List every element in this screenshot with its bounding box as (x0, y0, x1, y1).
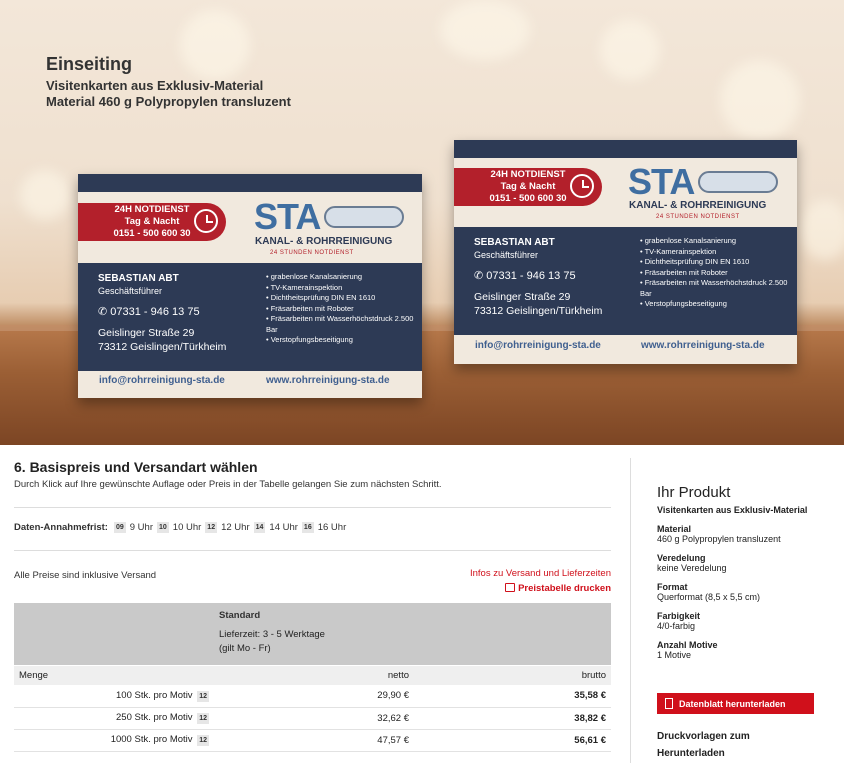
net-price[interactable]: 32,62 € (214, 707, 414, 729)
col-qty: Menge (14, 665, 214, 685)
printer-icon (505, 583, 515, 592)
deadline-chip: 12 (199, 692, 207, 700)
service-item: • TV-Kamerainspektion (640, 247, 790, 258)
divider (14, 507, 611, 508)
spec-key: Format (657, 582, 688, 592)
contact-role: Geschäftsführer (474, 250, 539, 260)
company-tagline: 24 STUNDEN NOTDIENST (656, 214, 740, 220)
badge-line-3: 0151 - 500 600 30 (113, 228, 191, 239)
hero-heading (46, 54, 291, 109)
datasheet-label: Datenblatt herunterladen (679, 698, 786, 709)
company-logo: STA (628, 161, 695, 202)
contact-address (98, 326, 226, 354)
deadline-chip: 14 (255, 524, 264, 531)
card-website: www.rohrreinigung-sta.de (641, 340, 765, 351)
company-logo: STA (254, 196, 321, 237)
deadline-chip: 12 (207, 524, 216, 531)
hero-title: Einseiting (46, 54, 133, 74)
product-name: Visitenkarten aus Exklusiv-Material (657, 505, 808, 515)
deadline-time: 12 Uhr (221, 522, 250, 533)
print-price-table-link[interactable] (505, 583, 611, 594)
card-top-bar (454, 140, 797, 158)
company-name: KANAL- & ROHRREINIGUNG (255, 236, 393, 247)
qty-text: 100 Stk. pro Motiv (116, 689, 193, 701)
address-street: Geislinger Straße 29 (474, 291, 571, 303)
deadline-option (302, 522, 346, 533)
badge-line-3: 0151 - 500 600 30 (489, 193, 567, 204)
column-divider (630, 458, 631, 763)
spec-value: 460 g Polypropylen transluzent (657, 534, 781, 544)
address-city: 73312 Geislingen/Türkheim (98, 341, 227, 353)
deadline-chip: 16 (303, 524, 312, 531)
service-item: • Dichtheitsprüfung DIN EN 1610 (640, 257, 790, 268)
emergency-badge (454, 168, 602, 206)
card-top-bar (78, 174, 422, 192)
contact-name: SEBASTIAN ABT (474, 237, 555, 248)
card-info-panel (78, 263, 422, 371)
pipe-logo-icon (324, 206, 404, 228)
spec-value: 4/0-farbig (657, 621, 696, 631)
deadline-time: 10 Uhr (172, 522, 202, 533)
divider (14, 550, 611, 551)
card-email: info@rohrreinigung-sta.de (475, 340, 601, 351)
templates-download-link[interactable] (657, 728, 750, 762)
phone-number: 07331 - 946 13 75 (110, 306, 200, 318)
data-deadline (14, 522, 350, 533)
clock-icon (570, 174, 594, 198)
product-summary (657, 484, 837, 660)
business-card-front (78, 174, 422, 398)
gross-price[interactable]: 38,82 € (414, 707, 611, 729)
qty-cell[interactable] (14, 729, 214, 751)
contact-name: SEBASTIAN ABT (98, 273, 179, 284)
deadline-time: 16 Uhr (317, 522, 347, 533)
badge-line-2: Tag & Nacht (500, 181, 556, 192)
services-list (640, 236, 790, 310)
shipping-info-link[interactable]: Infos zu Versand und Lieferzeiten (469, 568, 611, 579)
service-item: • TV-Kamerainspektion (266, 283, 416, 294)
lead-days: (gilt Mo - Fr) (219, 643, 271, 654)
deadline-chip: 10 (158, 524, 167, 531)
deadline-chip: 09 (115, 524, 124, 531)
deadline-option (205, 522, 249, 533)
spec-key: Veredelung (657, 553, 706, 563)
address-city: 73312 Geislingen/Türkheim (474, 305, 603, 317)
contact-phone: ✆ 07331 - 946 13 75 (474, 270, 576, 282)
business-card-back (454, 140, 797, 364)
deadline-option (157, 522, 201, 533)
spec-value: keine Veredelung (657, 563, 727, 573)
service-item: • Fräsarbeiten mit Wasserhöchstdruck 2.500 Bar (266, 314, 416, 335)
spec-key: Farbigkeit (657, 611, 701, 621)
card-info-panel (454, 227, 797, 335)
spec-key: Anzahl Motive (657, 640, 718, 650)
col-net: netto (214, 665, 414, 685)
spec-value: Querformat (8,5 x 5,5 cm) (657, 592, 761, 602)
hero-material: Material 460 g Polypropylen transluzent (46, 94, 291, 109)
table-row[interactable] (14, 685, 611, 707)
card-email: info@rohrreinigung-sta.de (99, 375, 225, 386)
qty-cell[interactable] (14, 707, 214, 729)
net-price[interactable]: 29,90 € (214, 685, 414, 707)
phone-number: 07331 - 946 13 75 (486, 270, 576, 282)
service-item: • Fräsarbeiten mit Roboter (640, 268, 790, 279)
clock-icon (194, 209, 218, 233)
product-title: Ihr Produkt (657, 484, 731, 501)
download-datasheet-button[interactable] (657, 693, 814, 714)
standard-label: Standard (219, 610, 261, 621)
qty-cell[interactable] (14, 685, 214, 707)
section-description: Durch Klick auf Ihre gewünschte Auflage oder Preis in der Tabelle gelangen Sie zum nächsten Schritt. (14, 479, 442, 490)
deadline-chip: 12 (199, 737, 207, 744)
table-row[interactable] (14, 707, 611, 729)
shipping-header (14, 603, 611, 665)
address-street: Geislinger Straße 29 (98, 327, 195, 339)
card-website: www.rohrreinigung-sta.de (266, 375, 390, 386)
service-item: • Fräsarbeiten mit Wasserhöchstdruck 2.500 Bar (640, 278, 790, 299)
price-table (14, 603, 611, 752)
company-name: KANAL- & ROHRREINIGUNG (629, 200, 767, 211)
emergency-badge (78, 203, 226, 241)
service-item: • Verstopfungsbeseitigung (266, 335, 416, 346)
document-icon (665, 698, 673, 709)
qty-text: 1000 Stk. pro Motiv (110, 734, 193, 745)
deadline-chip: 12 (199, 715, 207, 722)
company-tagline: 24 STUNDEN NOTDIENST (270, 250, 354, 256)
service-item: • Dichtheitsprüfung DIN EN 1610 (266, 293, 416, 304)
deadline-label: Daten-Annahmefrist: (14, 522, 108, 533)
lead-time: Lieferzeit: 3 - 5 Werktage (219, 629, 325, 640)
gross-price[interactable]: 35,58 € (414, 685, 611, 707)
contact-address (474, 290, 602, 318)
service-item: • grabenlose Kanalsanierung (266, 272, 416, 283)
contact-role: Geschäftsführer (98, 286, 163, 296)
section-title: 6. Basispreis und Versandart wählen (14, 459, 258, 475)
service-item: • Verstopfungsbeseitigung (640, 299, 790, 310)
services-list (266, 272, 416, 346)
table-header-row (14, 665, 611, 685)
badge-line-1: 24H NOTDIENST (114, 204, 190, 215)
pipe-logo-icon (698, 171, 778, 193)
service-item: • grabenlose Kanalsanierung (640, 236, 790, 247)
standard-shipping-option[interactable] (214, 603, 611, 665)
table-row[interactable] (14, 729, 611, 751)
gross-price[interactable]: 56,61 € (414, 729, 611, 751)
templates-line-2: Herunterladen (657, 748, 725, 759)
contact-phone: ✆ 07331 - 946 13 75 (98, 306, 200, 318)
deadline-option (114, 522, 153, 533)
spec-value: 1 Motive (657, 650, 692, 660)
spec-key: Material (657, 524, 692, 534)
print-link-label: Preistabelle drucken (518, 583, 611, 594)
badge-line-2: Tag & Nacht (124, 216, 180, 227)
deadline-option (254, 522, 298, 533)
shipping-note: Alle Preise sind inklusive Versand (14, 570, 157, 581)
empty-header-cell (14, 603, 214, 665)
qty-text: 250 Stk. pro Motiv (116, 712, 193, 723)
net-price[interactable]: 47,57 € (214, 729, 414, 751)
hero-subtitle: Visitenkarten aus Exklusiv-Material (46, 78, 264, 93)
deadline-time: 14 Uhr (269, 522, 298, 533)
templates-line-1: Druckvorlagen zum (657, 731, 750, 742)
deadline-time: 9 Uhr (129, 522, 153, 533)
badge-line-1: 24H NOTDIENST (490, 169, 566, 180)
service-item: • Fräsarbeiten mit Roboter (266, 304, 416, 315)
col-gross: brutto (414, 665, 611, 685)
